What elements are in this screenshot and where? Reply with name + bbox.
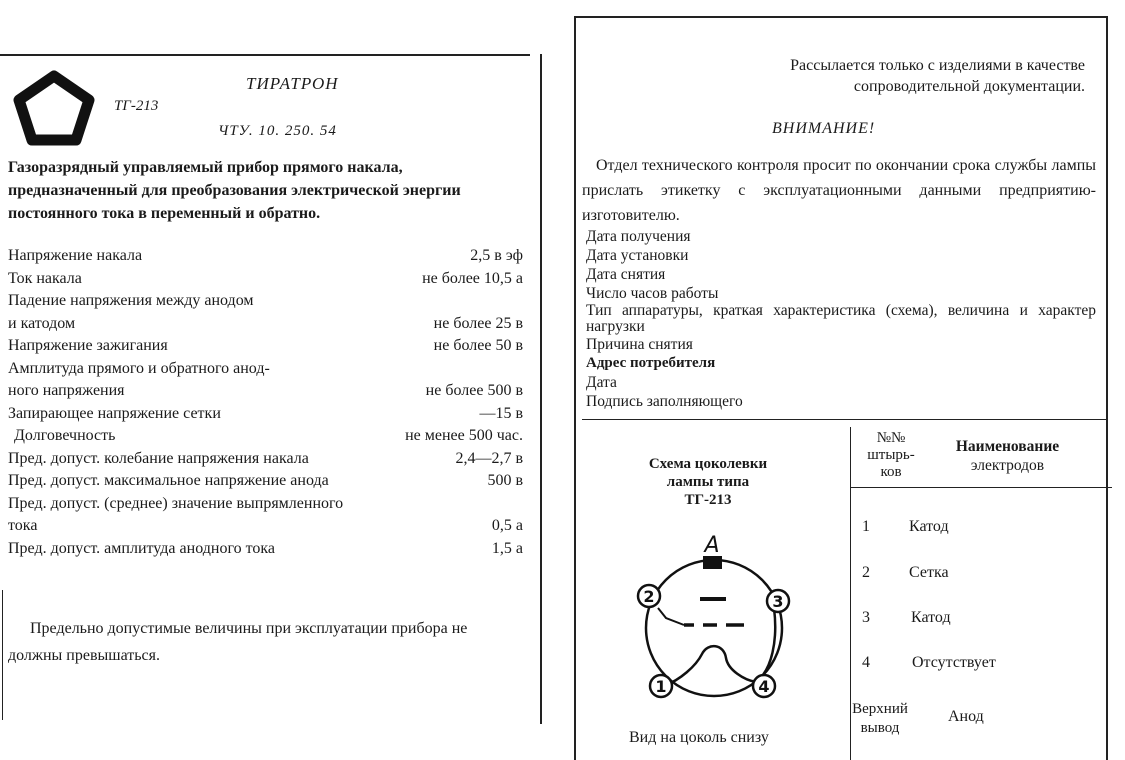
form-field: Число часов работы (586, 285, 719, 302)
spec-name: Пред. допуст. колебание напряжения накала (8, 449, 309, 467)
electrode-name: Катод (909, 518, 949, 535)
spec-row (8, 313, 523, 336)
sent-note-line: Рассылается только с изделиями в качестве (790, 57, 1085, 74)
right-page-left-border (574, 16, 576, 760)
pin-1-label: 1 (655, 677, 667, 696)
top-lead-label-line: вывод (860, 720, 900, 736)
pin-4-label: 4 (758, 677, 770, 696)
sent-note (585, 55, 1085, 97)
spec-row (8, 245, 523, 268)
form-field: Дата получения (586, 228, 691, 245)
filament (664, 608, 775, 686)
scheme-title-line: лампы типа (666, 474, 750, 490)
electrode-name-header-line: электродов (970, 457, 1045, 474)
device-type-title: ТИРАТРОН (246, 74, 339, 93)
spec-name: Пред. допуст. максимальное напряжение анода (8, 472, 329, 489)
spec-row (8, 515, 523, 538)
spec-row (8, 493, 523, 516)
spec-name: Амплитуда прямого и обратного анод- (8, 359, 270, 377)
spec-name: Пред. допуст. амплитуда анодного тока (8, 539, 276, 557)
right-page-right-border (1106, 16, 1108, 760)
form-field: Дата (586, 374, 617, 391)
electrode-name: Катод (911, 609, 951, 626)
spec-value: —15 в (479, 404, 523, 422)
electrode-name: Отсутствует (912, 654, 996, 671)
pin-number: 3 (862, 609, 870, 626)
scheme-title-line: ТГ-213 (684, 492, 732, 508)
spec-row (8, 448, 523, 471)
pin-number: 1 (862, 518, 870, 535)
label-form-fields (586, 227, 1096, 411)
spec-name: ного напряжения (8, 382, 125, 399)
spec-value: 0,5 а (491, 517, 523, 534)
pin-number-header (852, 430, 930, 481)
pin-table-header-divider (850, 487, 1112, 488)
spec-row (8, 380, 523, 403)
spec-row (8, 425, 523, 448)
spec-row (8, 335, 523, 358)
spec-name: Напряжение зажигания (8, 337, 168, 354)
pin-number-header-line: №№ (876, 430, 906, 446)
limits-note (8, 615, 524, 669)
limits-note-text: Предельно допустимые величины при эксплуатации прибора не должны превышаться. (8, 620, 468, 664)
spec-name: тока (8, 517, 38, 534)
spec-name: Напряжение накала (8, 247, 143, 264)
spec-list (8, 245, 523, 560)
pin-number-header-line: ков (880, 464, 902, 480)
otk-request-text: Отдел технического контроля просит по окончании срока службы лампы прислать этикетку с эксплуатационными данными предприятию-изготовителю. (582, 157, 1096, 224)
base-pinout-diagram (626, 530, 806, 705)
spec-row (8, 268, 523, 291)
form-field: Адрес потребителя (586, 355, 716, 371)
form-field: Дата установки (586, 247, 689, 264)
spec-row (8, 403, 523, 426)
spec-name: и катодом (8, 314, 76, 332)
electrode-name-header (930, 437, 1085, 475)
spec-value: не более 50 в (433, 337, 523, 354)
anode-label: А (704, 533, 720, 558)
electrode-name-header-line: Наименование (955, 438, 1060, 455)
pin-table-vertical-divider (850, 427, 851, 760)
top-lead-label (852, 700, 908, 738)
form-field: Дата снятия (586, 266, 666, 283)
sent-note-line: сопроводительной документации. (853, 78, 1085, 95)
spec-row (8, 290, 523, 313)
spec-value: 2,4—2,7 в (455, 449, 523, 467)
form-field: Подпись заполняющего (586, 393, 743, 410)
scheme-caption: Вид на цоколь снизу (629, 729, 769, 746)
spec-value: 1,5 а (491, 539, 523, 557)
scheme-title (610, 455, 806, 509)
form-bottom-divider (582, 419, 1107, 420)
spec-name: Запирающее напряжение сетки (8, 404, 221, 422)
form-field: Тип аппаратуры, краткая характеристика (схема), величина и характер нагрузки (586, 302, 1096, 335)
left-page-left-border (2, 590, 3, 720)
device-model: ТГ-213 (114, 98, 159, 114)
spec-row (8, 358, 523, 381)
top-lead-label-line: Верхний (852, 701, 908, 717)
electrode-name: Сетка (909, 564, 949, 581)
grid-lead (658, 608, 684, 625)
left-page-top-border (0, 54, 530, 56)
spec-name: Падение напряжения между анодом (8, 292, 254, 309)
spec-value: 500 в (487, 472, 523, 489)
top-lead-electrode: Анод (948, 708, 984, 725)
spec-row (8, 470, 523, 493)
spec-value: не более 25 в (433, 314, 523, 332)
attention-heading: ВНИМАНИЕ! (772, 120, 876, 137)
spec-value: не менее 500 час. (405, 427, 523, 444)
otk-request (582, 153, 1096, 228)
device-description: Газоразрядный управляемый прибор прямого накала, предназначенный для преобразования электрической энергии постоянного тока в переменный и обратно. (8, 159, 461, 222)
scheme-title-line: Схема цоколевки (648, 456, 768, 472)
spec-value: не более 500 в (425, 382, 523, 399)
pin-2-label: 2 (643, 587, 655, 606)
right-page-top-border (574, 16, 1107, 18)
pin-number: 2 (862, 564, 870, 581)
standard-code: ЧТУ. 10. 250. 54 (218, 123, 337, 139)
pentagon-logo-icon (10, 68, 98, 148)
pin-number-header-line: штырь- (867, 447, 915, 463)
spec-row (8, 538, 523, 561)
spec-value: не более 10,5 а (422, 269, 523, 287)
spec-name: Долговечность (14, 427, 116, 444)
pin-3-label: 3 (772, 592, 784, 611)
spec-name: Пред. допуст. (среднее) значение выпрямленного (8, 494, 344, 512)
pin-number: 4 (862, 654, 870, 671)
left-page-right-border (540, 54, 542, 724)
spec-value: 2,5 в эф (470, 247, 523, 264)
form-field: Причина снятия (586, 336, 693, 353)
spec-name: Ток накала (8, 269, 82, 287)
